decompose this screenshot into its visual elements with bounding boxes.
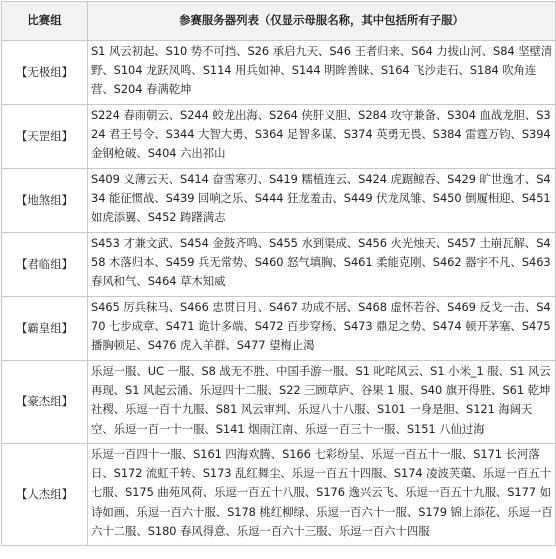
group-cell: 【豪杰组】	[2, 361, 88, 444]
servers-cell: S409 义薄云天、S414 奋雪寒刃、S419 糯植连云、S424 虎踞鲸吞、S429 旷世逸才、S434 能征惯战、S439 回响之乐、S444 狂龙羞击、S449 伏龙凤雏、S450 倒履相迎、S451 如虎添翼、S452 踌躇满志	[88, 169, 556, 233]
servers-cell: 乐逗一服、UC 一服、S8 战无不胜、中国手游一服、S1 叱咤风云、S1 小米_1 服、S1 风云再现、S1 风起云涌、乐逗四十二服、S22 三顾草庐、谷果 1 服、S40 旗开得胜、S61 乾坤社稷、乐逗一百十九服、S81 风云审判、乐逗八十八服、S101 一身是胆、S121 海阔天空、乐逗一百一十一服、S141 烟雨江南、乐逗一百三十一服、S151 八仙过海	[88, 361, 556, 444]
table-row	[2, 297, 556, 361]
competition-server-table	[1, 1, 556, 546]
group-cell: 【天罡组】	[2, 105, 88, 169]
table-row	[2, 444, 556, 546]
table-row	[2, 41, 556, 105]
group-cell: 【人杰组】	[2, 444, 88, 546]
group-cell: 【君临组】	[2, 233, 88, 297]
servers-cell: S453 才兼文武、S454 金鼓齐鸣、S455 水到渠成、S456 火光烛天、S457 土崩瓦解、S458 木落归本、S459 兵无常势、S460 怒气填胸、S461 柔能克刚、S462 器宇不凡、S463 春风和气、S464 草木知威	[88, 233, 556, 297]
group-cell: 【地煞组】	[2, 169, 88, 233]
table-row	[2, 169, 556, 233]
servers-cell: S465 厉兵秣马、S466 忠贯日月、S467 功成不居、S468 虚怀若谷、S469 反戈一击、S470 七步成章、S471 诡计多端、S472 百步穿杨、S473 鼎足之势、S474 顿开茅塞、S475 播胸顿足、S476 虎入羊群、S477 望梅止渴	[88, 297, 556, 361]
header-group: 比赛组	[2, 2, 88, 41]
servers-cell: 乐逗一百四十一服、S161 四海欢腾、S166 七彩纷呈、乐逗一百五十一服、S171 长河落日、S172 流虹千转、S173 乱红舞尘、乐逗一百五十四服、S174 凌波芙蕖、乐逗一百五十七服、S175 曲苑风荷、乐逗一百五十八服、S176 逸兴云飞、乐逗一百五十九服、S177 如诗如画、乐逗一百六十服、S178 桃红柳绿、乐逗一百六十一服、S179 锦上添花、乐逗一百六十二服、S180 春风得意、乐逗一百六十三服、乐逗一百六十四服	[88, 444, 556, 546]
table-row	[2, 105, 556, 169]
servers-cell: S1 风云初起、S10 势不可挡、S26 承启九天、S46 王者归来、S64 力拔山河、S84 坚壁清野、S104 龙跃凤鸣、S114 用兵如神、S144 明眸善睐、S164 飞沙走石、S184 吹角连营、S204 春满乾坤	[88, 41, 556, 105]
group-cell: 【霸皇组】	[2, 297, 88, 361]
table-row	[2, 233, 556, 297]
servers-cell: S224 春雨朝云、S244 蛟龙出海、S264 侠肝义胆、S284 攻守兼备、S304 血战龙胆、S324 君王号令、S344 大智大勇、S364 足智多谋、S374 英勇无畏、S384 雷霆万钧、S394 金钢枪破、S404 六出祁山	[88, 105, 556, 169]
header-row	[2, 2, 556, 41]
header-servers: 参赛服务器列表（仅显示母服名称，其中包括所有子服）	[88, 2, 556, 41]
table-row	[2, 361, 556, 444]
group-cell: 【无极组】	[2, 41, 88, 105]
